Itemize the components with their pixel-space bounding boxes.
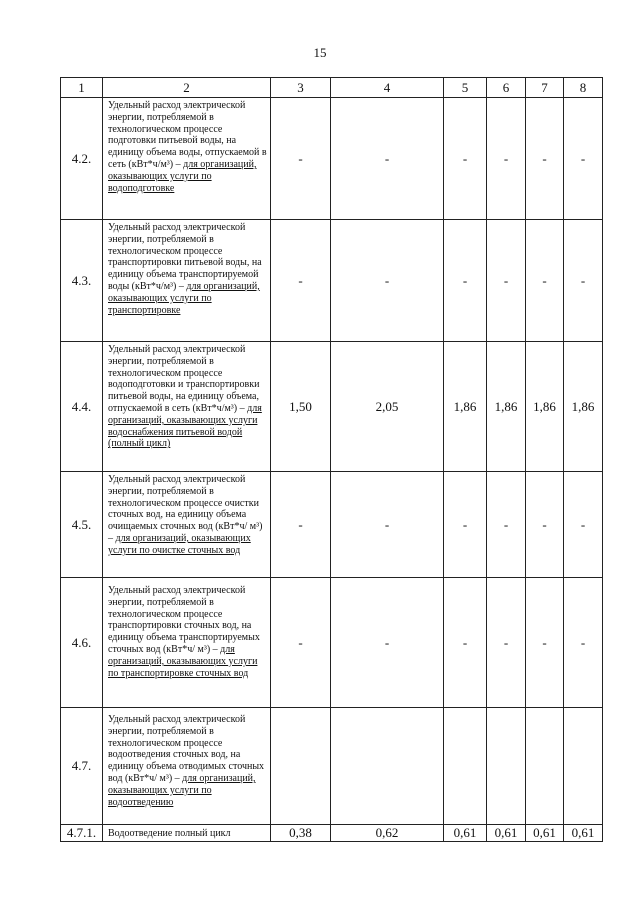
value-cell: - bbox=[487, 472, 526, 578]
table-row bbox=[61, 98, 603, 220]
value-cell: 0,61 bbox=[444, 825, 487, 842]
description-underlined: для организаций, оказывающих услуги по водоподготовке bbox=[108, 158, 257, 194]
row-description bbox=[103, 342, 271, 472]
header-cell: 4 bbox=[331, 78, 444, 98]
value-cell: 0,61 bbox=[564, 825, 603, 842]
value-cell: - bbox=[444, 472, 487, 578]
value-cell: - bbox=[487, 578, 526, 708]
header-row bbox=[61, 78, 603, 98]
header-cell: 5 bbox=[444, 78, 487, 98]
value-cell: - bbox=[526, 220, 564, 342]
row-description bbox=[103, 708, 271, 825]
header-cell: 6 bbox=[487, 78, 526, 98]
value-cell: - bbox=[271, 472, 331, 578]
row-number: 4.2. bbox=[61, 98, 103, 220]
table-row bbox=[61, 825, 603, 842]
description-text: Удельный расход электрической энергии, потребляемой в технологическом процессе водоотведения сточных вод, на единицу объема отводимых сточных вод (кВт*ч/ м³) – bbox=[108, 714, 265, 784]
table-row bbox=[61, 342, 603, 472]
table-row bbox=[61, 220, 603, 342]
value-cell: - bbox=[487, 220, 526, 342]
value-cell: - bbox=[271, 578, 331, 708]
value-cell: 1,50 bbox=[271, 342, 331, 472]
value-cell: - bbox=[331, 578, 444, 708]
header-cell: 8 bbox=[564, 78, 603, 98]
header-cell: 3 bbox=[271, 78, 331, 98]
row-number: 4.4. bbox=[61, 342, 103, 472]
value-cell: - bbox=[487, 98, 526, 220]
row-description bbox=[103, 578, 271, 708]
value-cell bbox=[487, 708, 526, 825]
value-cell: - bbox=[564, 472, 603, 578]
row-number: 4.5. bbox=[61, 472, 103, 578]
value-cell: 1,86 bbox=[444, 342, 487, 472]
row-description bbox=[103, 472, 271, 578]
value-cell: - bbox=[564, 220, 603, 342]
header-cell: 1 bbox=[61, 78, 103, 98]
value-cell: 0,61 bbox=[487, 825, 526, 842]
description-text: Удельный расход электрической энергии, потребляемой в технологическом процессе транспортировки питьевой воды, на единицу объема транспортируемой воды (кВт*ч/м³) – bbox=[108, 222, 262, 292]
value-cell: 0,38 bbox=[271, 825, 331, 842]
value-cell: - bbox=[444, 220, 487, 342]
value-cell: - bbox=[526, 578, 564, 708]
value-cell: 0,61 bbox=[526, 825, 564, 842]
value-cell: - bbox=[331, 472, 444, 578]
indicators-table bbox=[60, 77, 603, 842]
header-cell: 7 bbox=[526, 78, 564, 98]
description-underlined: для организаций, оказывающих услуги по очистке сточных вод bbox=[108, 532, 251, 556]
value-cell: 2,05 bbox=[331, 342, 444, 472]
page-number: 15 bbox=[313, 45, 327, 60]
table-row bbox=[61, 472, 603, 578]
table-row bbox=[61, 708, 603, 825]
row-description bbox=[103, 220, 271, 342]
row-number: 4.3. bbox=[61, 220, 103, 342]
row-description bbox=[103, 98, 271, 220]
table-row bbox=[61, 578, 603, 708]
value-cell: - bbox=[331, 98, 444, 220]
value-cell: - bbox=[271, 98, 331, 220]
value-cell: - bbox=[526, 98, 564, 220]
value-cell: - bbox=[331, 220, 444, 342]
value-cell bbox=[526, 708, 564, 825]
value-cell: - bbox=[526, 472, 564, 578]
description-text: Удельный расход электрической энергии, потребляемой в технологическом процессе транспортировки сточных вод, на единицу объема транспортируемых сточных вод (кВт*ч/ м³) – bbox=[108, 585, 260, 655]
value-cell bbox=[444, 708, 487, 825]
value-cell bbox=[331, 708, 444, 825]
description-text: Удельный расход электрической энергии, потребляемой в технологическом процессе водоподготовки и транспортировки питьевой воды, на единицу объема, отпускаемой в сеть (кВт*ч/м³) – bbox=[108, 344, 260, 414]
value-cell bbox=[564, 708, 603, 825]
description-underlined: для организаций, оказывающих услуги по транспортировке сточных вод bbox=[108, 643, 258, 679]
value-cell: - bbox=[564, 578, 603, 708]
header-cell: 2 bbox=[103, 78, 271, 98]
value-cell: - bbox=[444, 98, 487, 220]
row-description: Водоотведение полный цикл bbox=[103, 825, 271, 842]
value-cell: 1,86 bbox=[487, 342, 526, 472]
row-number: 4.6. bbox=[61, 578, 103, 708]
value-cell: 1,86 bbox=[564, 342, 603, 472]
value-cell bbox=[271, 708, 331, 825]
value-cell: 1,86 bbox=[526, 342, 564, 472]
description-text: Удельный расход электрической энергии, потребляемой в технологическом процессе подготовки питьевой воды, на единицу объема воды, отпускаемой в сеть (кВт*ч/м³) – bbox=[108, 100, 267, 170]
value-cell: - bbox=[271, 220, 331, 342]
row-number: 4.7. bbox=[61, 708, 103, 825]
description-text: Удельный расход электрической энергии, потребляемой в технологическом процессе очистки сточных вод, на единицу объема очищаемых сточных вод (кВт*ч/ м³) – bbox=[108, 474, 263, 544]
description-underlined: для организаций, оказывающих услуги водоснабжения питьевой водой (полный цикл) bbox=[108, 402, 262, 450]
value-cell: - bbox=[564, 98, 603, 220]
row-number: 4.7.1. bbox=[61, 825, 103, 842]
value-cell: 0,62 bbox=[331, 825, 444, 842]
value-cell: - bbox=[444, 578, 487, 708]
description-underlined: для организаций, оказывающих услуги по транспортировке bbox=[108, 280, 260, 316]
description-underlined: для организаций, оказывающих услуги по водоотведению bbox=[108, 772, 256, 808]
